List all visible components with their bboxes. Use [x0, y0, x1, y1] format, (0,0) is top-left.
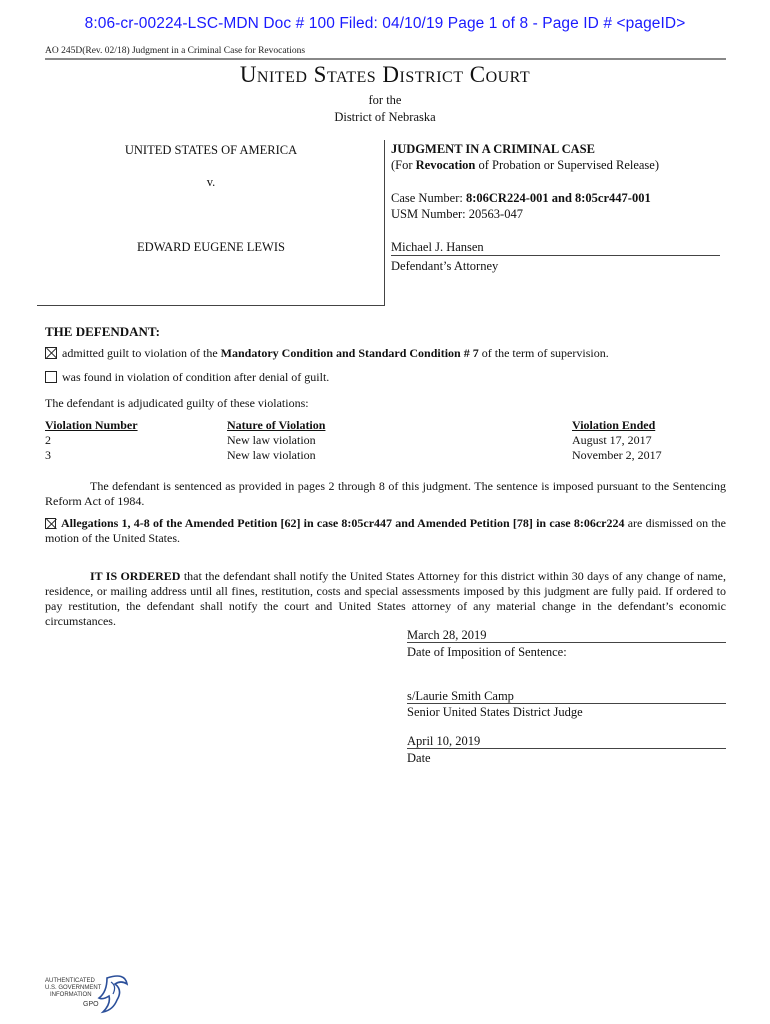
header-rule [45, 58, 726, 60]
svg-text:U.S. GOVERNMENT: U.S. GOVERNMENT [45, 985, 102, 991]
order-paragraph: IT IS ORDERED that the defendant shall notify the United States Attorney for this district within 30 days of any change of name, residence, or mailing address until all fines, restitution, costs and special assessments imposed by this judgment are fully paid. If ordered to pay restitution, the defendant shall notify the court and United States attorney of any material change in the defendant’s economic circumstances. [45, 569, 727, 628]
svg-text:INFORMATION: INFORMATION [50, 992, 92, 998]
caption-bottom-rule [37, 305, 385, 306]
signed-date: April 10, 2019 [407, 734, 481, 748]
judge-signature: s/Laurie Smith Camp [407, 689, 514, 703]
imposition-rule [407, 642, 726, 643]
col-header-ended: Violation Ended [572, 418, 656, 432]
judgment-title: JUDGMENT IN A CRIMINAL CASE [391, 142, 595, 156]
for-the-label: for the [368, 93, 402, 107]
svg-text:GPO: GPO [83, 1001, 99, 1008]
dismissed-paragraph: Allegations 1, 4-8 of the Amended Petition [62] in case 8:05cr447 and Amended Petition [78] in case 8:06cr224 are dismissed on the motion of the United States. [45, 516, 726, 545]
found-violation-checkbox [45, 371, 57, 383]
usm-number: USM Number: 20563-047 [391, 207, 523, 221]
gpo-eagle-icon [45, 970, 130, 1015]
dismissed-checkbox [45, 518, 56, 529]
col-header-violation-number: Violation Number [45, 418, 138, 432]
judgment-subtitle: (For Revocation of Probation or Supervised Release) [391, 158, 660, 172]
sentence-paragraph: The defendant is sentenced as provided in pages 2 through 8 of this judgment. The sentence is imposed pursuant to the Sentencing Reform Act of 1984. [45, 479, 726, 508]
attorney-label: Defendant’s Attorney [391, 259, 499, 273]
signature-rule [407, 703, 726, 704]
defendant-name: EDWARD EUGENE LEWIS [137, 240, 285, 254]
attorney-rule [391, 255, 720, 256]
form-identifier: AO 245D(Rev. 02/18) Judgment in a Criminal Case for Revocations [45, 46, 306, 56]
attorney-name: Michael J. Hansen [391, 240, 484, 254]
table-row: 2 New law violation August 17, 2017 [45, 433, 652, 447]
defendant-heading: THE DEFENDANT: [45, 324, 160, 339]
judge-title: Senior United States District Judge [407, 705, 583, 719]
versus-label: v. [206, 175, 216, 189]
admitted-guilt-option: admitted guilt to violation of the Mandatory Condition and Standard Condition # 7 of the term of supervision. [45, 346, 609, 361]
found-violation-option: was found in violation of condition after denial of guilt. [45, 370, 329, 385]
caption-vertical-rule [384, 140, 385, 306]
case-number: Case Number: 8:06CR224-001 and 8:05cr447-001 [391, 191, 651, 205]
admitted-guilt-checkbox [45, 347, 57, 359]
plaintiff-name: UNITED STATES OF AMERICA [124, 143, 298, 157]
svg-text:AUTHENTICATED: AUTHENTICATED [45, 978, 95, 984]
imposition-date: March 28, 2019 [407, 628, 487, 642]
court-title: United States District Court [239, 62, 531, 87]
imposition-label: Date of Imposition of Sentence: [407, 645, 567, 659]
date-rule [407, 748, 726, 749]
date-label: Date [407, 751, 431, 765]
docket-stamp: 8:06-cr-00224-LSC-MDN Doc # 100 Filed: 04/10/19 Page 1 of 8 - Page ID # <pageID> [84, 15, 686, 32]
district-label: District of Nebraska [334, 110, 436, 124]
adjudicated-text: The defendant is adjudicated guilty of these violations: [45, 396, 309, 410]
table-row: 3 New law violation November 2, 2017 [45, 448, 662, 462]
gpo-authentication-logo [45, 970, 130, 1015]
col-header-nature: Nature of Violation [227, 418, 326, 432]
